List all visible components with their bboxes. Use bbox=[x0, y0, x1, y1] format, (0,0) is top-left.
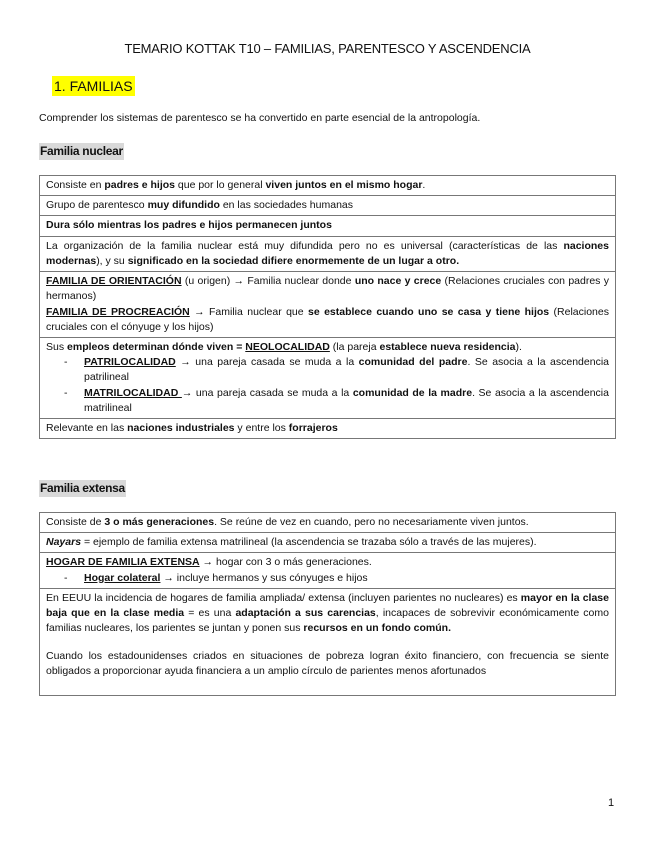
text: Consiste en bbox=[46, 179, 105, 191]
text-bold: naciones industriales bbox=[127, 422, 235, 435]
table-row bbox=[40, 272, 616, 338]
document-title: TEMARIO KOTTAK T10 – FAMILIAS, PARENTESCO Y ASCENDENCIA bbox=[124, 41, 531, 56]
extensa-heading: Familia extensa bbox=[39, 480, 126, 497]
text-bold: recursos en un fondo común. bbox=[303, 622, 452, 635]
text: La organización de la familia nuclear está muy difundida pero no es universal (características de las bbox=[46, 239, 564, 252]
term: PATRILOCALIDAD bbox=[84, 356, 176, 369]
term: MATRILOCALIDAD bbox=[84, 386, 182, 399]
text: que por lo general bbox=[174, 179, 266, 191]
residence-list bbox=[46, 355, 609, 416]
paragraph: Cuando los estadounidenses criados en situaciones de pobreza logran éxito financiero, con frecuencia se siente obligados a proporcionar ayuda financiera a un amplio círculo de parientes menos afortunados bbox=[46, 649, 609, 677]
text: . Se asocia a la ascendencia matrilineal bbox=[84, 386, 609, 414]
text-bold: viven juntos en el mismo hogar bbox=[265, 179, 423, 191]
table-row bbox=[40, 176, 616, 196]
text: Relevante en las bbox=[46, 422, 128, 435]
text: Consiste de bbox=[46, 516, 105, 528]
term: FAMILIA DE PROCREACIÓN bbox=[46, 305, 190, 318]
term: HOGAR DE FAMILIA EXTENSA bbox=[46, 556, 200, 569]
nuclear-heading: Familia nuclear bbox=[39, 143, 124, 160]
section-heading: 1. FAMILIAS bbox=[52, 76, 135, 96]
text: = es una bbox=[184, 607, 236, 620]
extensa-table bbox=[39, 512, 616, 696]
list-item bbox=[84, 386, 609, 416]
text-bold: establece nueva residencia bbox=[379, 340, 516, 353]
text-bold: comunidad de la madre bbox=[352, 386, 473, 399]
text: = ejemplo de familia extensa matrilineal (la ascendencia se trazaba sólo a través de las mujeres). bbox=[81, 536, 537, 549]
text: → Familia nuclear que bbox=[189, 305, 308, 318]
text-bold: significado en la sociedad difiere enormemente de un lugar a otro. bbox=[127, 254, 460, 267]
orientation-definition bbox=[46, 274, 609, 304]
term: FAMILIA DE ORIENTACIÓN bbox=[46, 275, 182, 288]
text: . bbox=[422, 179, 426, 191]
table-row bbox=[40, 553, 616, 588]
household-list bbox=[46, 571, 609, 586]
procreation-definition bbox=[46, 305, 609, 335]
table-row bbox=[40, 196, 616, 216]
text-bold: empleos determinan dónde viven = bbox=[67, 340, 246, 353]
table-row bbox=[40, 337, 616, 418]
text: → incluye hermanos y sus cónyuges e hijos bbox=[160, 571, 368, 584]
text-bold: adaptación a sus carencias bbox=[235, 607, 376, 620]
text: en las sociedades humanas bbox=[219, 199, 353, 212]
text: (Relaciones cruciales con padres y hermanos) bbox=[46, 275, 609, 303]
list-item bbox=[84, 571, 609, 586]
table-row bbox=[40, 216, 616, 236]
text: Sus bbox=[46, 340, 68, 353]
text: y entre los bbox=[234, 422, 289, 435]
text-bold: 3 o más generaciones bbox=[104, 516, 215, 528]
text-bold: naciones modernas bbox=[46, 239, 609, 267]
text: . Se asocia a la ascendencia patrilineal bbox=[84, 356, 609, 384]
text: (Relaciones cruciales con el cónyuge y los hijos) bbox=[46, 305, 609, 333]
text: → una pareja casada se muda a la bbox=[181, 386, 353, 399]
term: NEOLOCALIDAD bbox=[245, 340, 330, 353]
text: (la pareja bbox=[329, 340, 380, 353]
text-bold: se establece cuando uno se casa y tiene hijos bbox=[308, 305, 550, 318]
text-bold: mayor en la clase baja que en la clase media bbox=[46, 591, 609, 620]
text-bold: muy difundido bbox=[147, 199, 220, 212]
text: → una pareja casada se muda a la bbox=[175, 356, 359, 369]
intro-text: Comprender los sistemas de parentesco se ha convertido en parte esencial de la antropología. bbox=[39, 112, 481, 124]
text: ). bbox=[515, 340, 522, 353]
list-item bbox=[84, 355, 609, 385]
text-bold-italic: Nayars bbox=[46, 536, 82, 549]
term: Hogar colateral bbox=[84, 571, 161, 584]
text-bold: Dura sólo mientras los padres e hijos permanecen juntos bbox=[46, 219, 332, 232]
text: En EEUU la incidencia de hogares de familia ampliada/ extensa (incluyen parientes no nucleares) es bbox=[46, 591, 521, 604]
text: → hogar con 3 o más generaciones. bbox=[199, 556, 372, 569]
text: ), y su bbox=[96, 254, 128, 267]
text: , incapaces de sobrevivir económicamente como familias nucleares, los parientes se juntan y ponen sus bbox=[46, 607, 609, 635]
table-row bbox=[40, 533, 616, 553]
text: . Se reúne de vez en cuando, pero no necesariamente viven juntos. bbox=[214, 516, 529, 528]
text-bold: comunidad del padre bbox=[358, 356, 468, 369]
table-row bbox=[40, 513, 616, 533]
text: Grupo de parentesco bbox=[46, 199, 148, 212]
text-bold: padres e hijos bbox=[104, 179, 175, 191]
table-row bbox=[40, 588, 616, 695]
nuclear-table bbox=[39, 175, 616, 439]
table-row bbox=[40, 419, 616, 439]
text: (u origen) → Familia nuclear donde bbox=[181, 275, 355, 288]
text-bold: uno nace y crece bbox=[354, 275, 442, 288]
page-number: 1 bbox=[608, 797, 615, 809]
text-bold: forrajeros bbox=[288, 422, 338, 435]
table-row bbox=[40, 236, 616, 271]
